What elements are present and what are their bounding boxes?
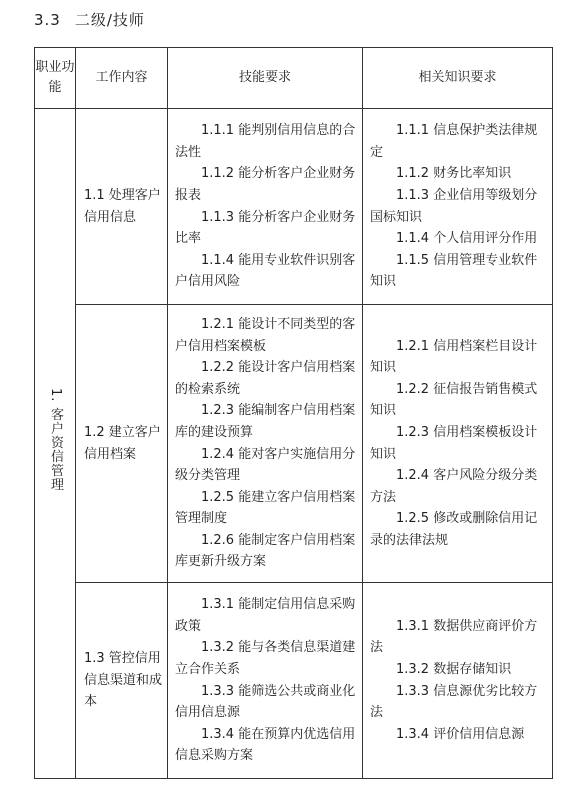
skill-item: 1.2.2 能设计客户信用档案的检索系统: [175, 360, 356, 397]
knowledge-item: 1.3.2 数据存储知识: [396, 661, 512, 677]
skills-cell: [168, 109, 363, 305]
header-knowledge: 相关知识要求: [363, 48, 553, 109]
skill-item: 1.1.4 能用专业软件识别客户信用风险: [175, 252, 356, 290]
skill-item: 1.1.2 能分析客户企业财务报表: [175, 166, 356, 203]
knowledge-item: 1.1.5 信用管理专业软件知识: [370, 252, 538, 290]
knowledge-item: 1.2.2 征信报告销售模式知识: [370, 381, 538, 419]
skill-item: 1.3.1 能制定信用信息采购政策: [175, 597, 356, 634]
knowledge-item: 1.3.1 数据供应商评价方法: [370, 618, 538, 656]
skill-item: 1.1.3 能分析客户企业财务比率: [175, 209, 356, 247]
skills-cell: [168, 305, 363, 583]
content-cell: 1.2 建立客户信用档案: [76, 305, 168, 583]
table-row: [35, 305, 553, 583]
knowledge-item: 1.3.3 信息源优劣比较方法: [370, 683, 538, 721]
knowledge-item: 1.1.4 个人信用评分作用: [396, 231, 538, 247]
knowledge-item: 1.2.3 信用档案模板设计知识: [370, 424, 538, 462]
skill-item: 1.1.1 能判别信用信息的合法性: [175, 123, 356, 160]
knowledge-item: 1.2.1 信用档案栏目设计知识: [370, 338, 538, 376]
skill-item: 1.2.6 能制定客户信用档案库更新升级方案: [175, 532, 356, 570]
knowledge-item: 1.3.4 评价信用信息源: [396, 726, 525, 742]
knowledge-item: 1.2.4 客户风险分级分类方法: [370, 468, 538, 505]
header-skills: 技能要求: [168, 48, 363, 109]
skill-item: 1.3.4 能在预算内优选信用信息采购方案: [175, 726, 356, 764]
section-number: 3.3: [34, 11, 61, 29]
knowledge-cell: [363, 583, 553, 779]
table-header-row: [35, 48, 553, 109]
table-row: [35, 583, 553, 779]
skill-item: 1.3.3 能筛选公共或商业化信用信息源: [175, 683, 356, 721]
function-cell: [35, 109, 76, 779]
knowledge-item: 1.1.2 财务比率知识: [396, 166, 512, 182]
knowledge-item: 1.2.5 修改或删除信用记录的法律法规: [370, 511, 538, 548]
knowledge-item: 1.1.3 企业信用等级划分国标知识: [370, 187, 538, 225]
skills-cell: [168, 583, 363, 779]
content-cell: 1.1 处理客户信用信息: [76, 109, 168, 305]
header-content: 工作内容: [76, 48, 168, 109]
skill-requirements-table: [34, 47, 553, 779]
content-cell: 1.3 管控信用信息渠道和成本: [76, 583, 168, 779]
section-title: 二级/技师: [74, 11, 145, 29]
section-heading: [34, 9, 145, 30]
function-label: 1. 客户资信管理: [48, 388, 63, 492]
skill-item: 1.2.3 能编制客户信用档案库的建设预算: [175, 403, 356, 440]
table-row: [35, 109, 553, 305]
skill-item: 1.2.5 能建立客户信用档案管理制度: [175, 489, 356, 527]
skill-item: 1.2.1 能设计不同类型的客户信用档案模板: [175, 316, 356, 354]
skill-item: 1.3.2 能与各类信息渠道建立合作关系: [175, 640, 356, 677]
knowledge-item: 1.1.1 信息保护类法律规定: [370, 123, 538, 160]
skill-item: 1.2.4 能对客户实施信用分级分类管理: [175, 446, 356, 484]
header-function: 职业功能: [35, 48, 76, 109]
knowledge-cell: [363, 109, 553, 305]
knowledge-cell: [363, 305, 553, 583]
